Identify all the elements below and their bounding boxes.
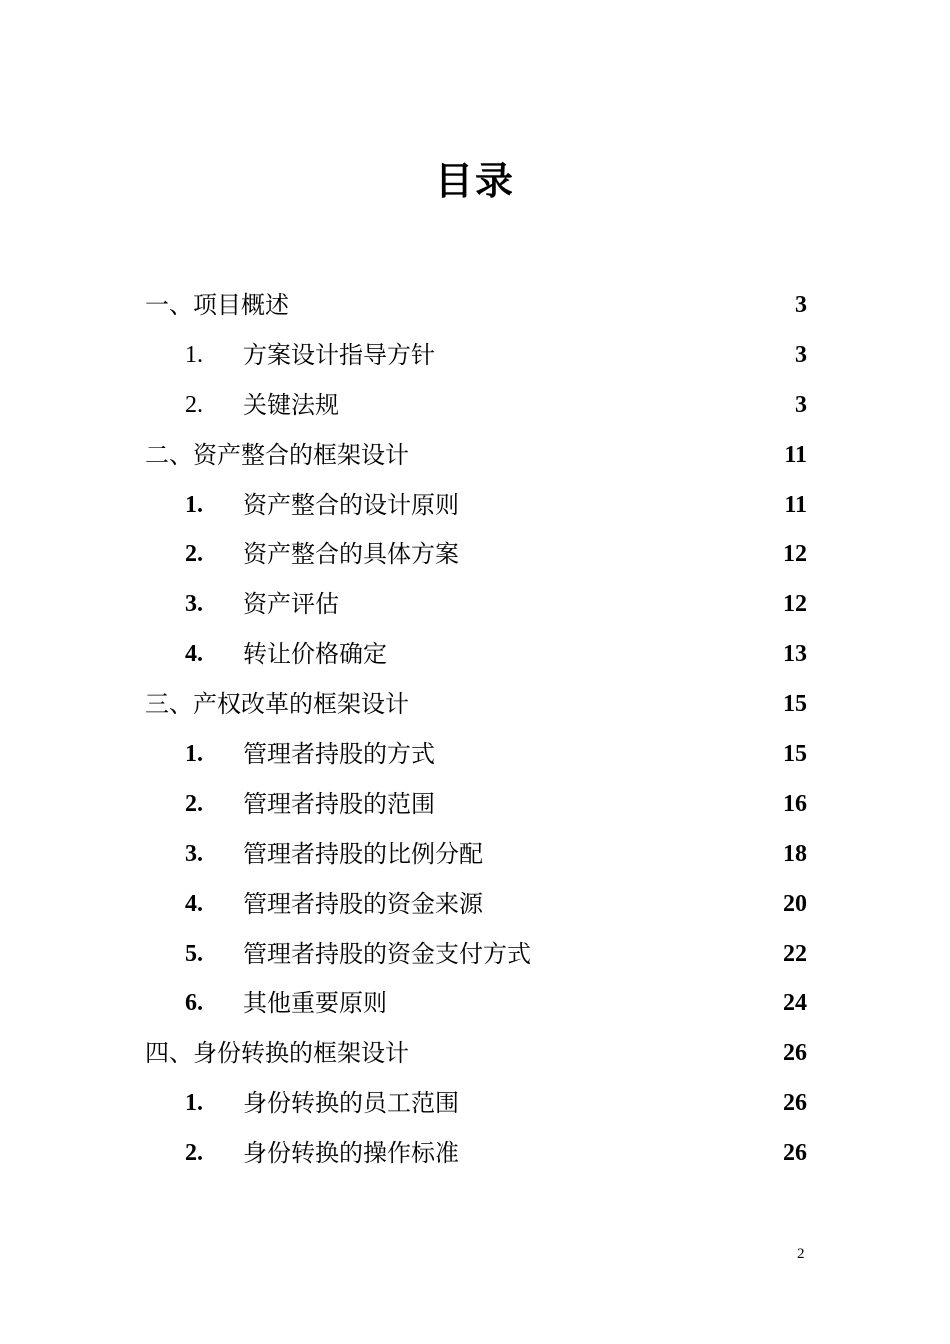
toc-entry-page: 18 [783, 840, 807, 867]
toc-entry-label: 三、产权改革的框架设计 [145, 690, 409, 719]
toc-entry[interactable] [145, 381, 807, 431]
toc-entry-number: 1. [185, 1090, 203, 1117]
toc-entry[interactable] [145, 780, 807, 830]
toc-entry-number: 1. [185, 741, 203, 768]
toc-entry-label: 身份转换的操作标准 [243, 1139, 459, 1168]
toc-entry-page: 13 [783, 641, 807, 668]
toc-entry-label: 转让价格确定 [243, 640, 387, 669]
toc-entry-number: 2. [185, 391, 203, 418]
toc-entry-number: 3. [185, 591, 203, 618]
toc-entry-page: 16 [783, 790, 807, 817]
toc-entry-page: 11 [784, 441, 807, 468]
toc-entry-number: 6. [185, 990, 203, 1017]
toc-entry[interactable] [145, 580, 807, 630]
toc-entry-page: 26 [783, 1040, 807, 1067]
toc-entry-page: 26 [783, 1090, 807, 1117]
toc-entry-number: 2. [185, 1140, 203, 1167]
toc-entry-label: 身份转换的员工范围 [243, 1089, 459, 1118]
toc-entry[interactable] [145, 1129, 807, 1179]
toc-entry-label: 管理者持股的比例分配 [243, 839, 483, 868]
toc-entry-label: 资产评估 [243, 590, 339, 619]
toc-entry-label: 管理者持股的资金来源 [243, 889, 483, 918]
toc-entry-number: 3. [185, 840, 203, 867]
toc-entry[interactable] [145, 281, 807, 331]
toc-entry-page: 22 [783, 940, 807, 967]
toc-entry-label: 管理者持股的资金支付方式 [243, 939, 531, 968]
toc-entry[interactable] [145, 730, 807, 780]
toc-entry[interactable] [145, 530, 807, 580]
toc-entry-label: 关键法规 [243, 390, 339, 419]
toc-entry[interactable] [145, 880, 807, 930]
toc-entry-page: 3 [795, 292, 807, 318]
toc-entry[interactable] [145, 630, 807, 680]
toc-entry[interactable] [145, 481, 807, 531]
toc-entry[interactable] [145, 979, 807, 1029]
toc-entry-page: 20 [783, 890, 807, 917]
toc-entry-page: 12 [783, 591, 807, 618]
toc-entry-page: 3 [795, 341, 807, 368]
toc-entry[interactable] [145, 1079, 807, 1129]
toc-entry-label: 资产整合的具体方案 [243, 540, 459, 569]
toc-entry-number: 1. [185, 491, 203, 518]
toc-entry[interactable] [145, 830, 807, 880]
toc-entry[interactable] [145, 680, 807, 730]
table-of-contents [145, 281, 807, 1179]
toc-entry-page: 26 [783, 1140, 807, 1167]
page-number: 2 [797, 1246, 805, 1262]
toc-entry-number: 2. [185, 541, 203, 568]
toc-entry-number: 5. [185, 940, 203, 967]
toc-entry-page: 11 [784, 491, 807, 518]
toc-entry[interactable] [145, 930, 807, 980]
toc-entry-label: 管理者持股的方式 [243, 740, 435, 769]
page-title: 目录 [434, 159, 515, 203]
toc-entry-label: 二、资产整合的框架设计 [145, 440, 409, 469]
toc-entry-page: 15 [783, 691, 807, 718]
toc-entry-label: 其他重要原则 [243, 989, 387, 1018]
toc-entry-label: 方案设计指导方针 [243, 340, 435, 369]
toc-entry-label: 管理者持股的范围 [243, 789, 435, 818]
toc-entry-number: 2. [185, 790, 203, 817]
toc-entry[interactable] [145, 1029, 807, 1079]
toc-entry-number: 4. [185, 890, 203, 917]
toc-entry-label: 资产整合的设计原则 [243, 490, 459, 519]
toc-entry[interactable] [145, 331, 807, 381]
toc-entry-page: 3 [795, 391, 807, 418]
toc-entry-page: 24 [783, 990, 807, 1017]
toc-entry-label: 一、项目概述 [145, 291, 289, 319]
toc-entry[interactable] [145, 431, 807, 481]
toc-entry-page: 15 [783, 741, 807, 768]
toc-entry-label: 四、身份转换的框架设计 [145, 1039, 409, 1068]
toc-entry-page: 12 [783, 541, 807, 568]
toc-entry-number: 1. [185, 341, 203, 368]
toc-entry-number: 4. [185, 641, 203, 668]
